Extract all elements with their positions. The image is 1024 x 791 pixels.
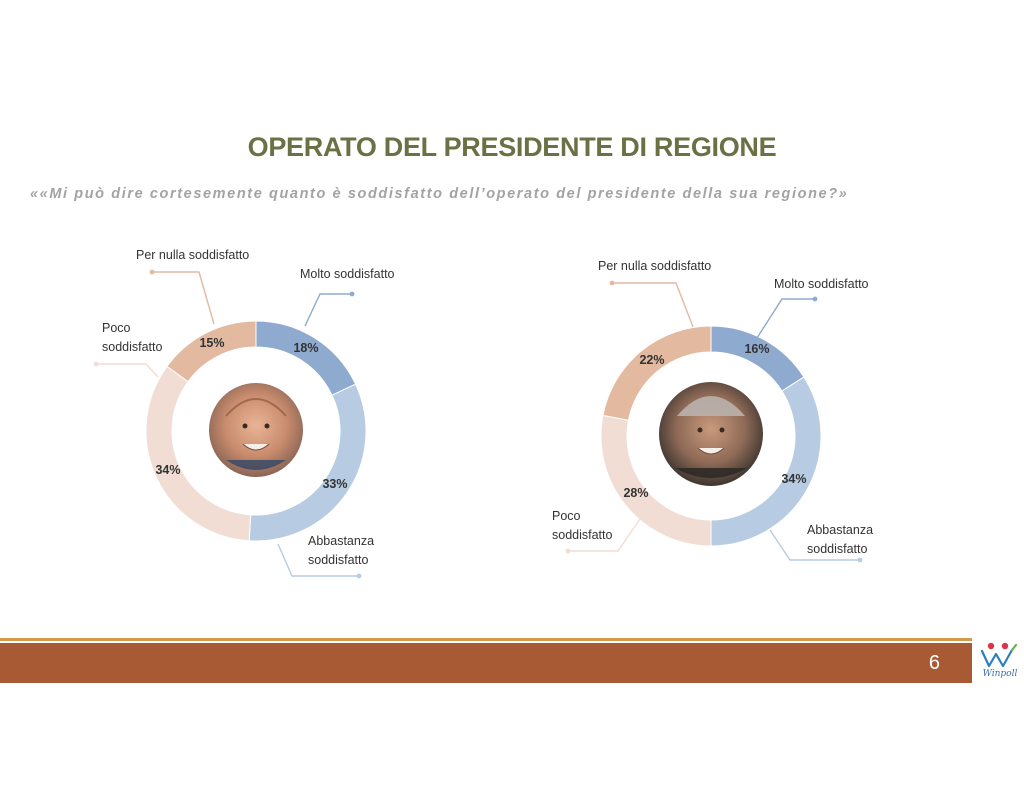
leader-dot-per-nulla [150, 270, 155, 275]
value-label-per-nulla: 15% [199, 336, 225, 350]
leader-line-poco [96, 364, 158, 377]
leader-line-per-nulla [612, 283, 693, 327]
value-label-abbastanza: 33% [322, 477, 348, 491]
footer-line [0, 638, 972, 641]
category-label-poco: Poco [102, 321, 131, 335]
winpoll-logo [972, 636, 1024, 684]
category-label-abbastanza: soddisfatto [807, 542, 868, 556]
slice-molto [256, 321, 356, 395]
donut-chart-2 [552, 259, 873, 562]
president-portrait-2 [659, 382, 763, 486]
value-label-per-nulla: 22% [639, 353, 665, 367]
category-label-abbastanza: Abbastanza [308, 534, 375, 548]
category-label-molto: Molto soddisfatto [300, 267, 395, 281]
leader-dot-abbastanza [858, 558, 863, 563]
footer-bar [0, 643, 972, 683]
slice-molto [711, 326, 804, 391]
survey-question: ««Mi può dire cortesemente quanto è soddisfatto dell’operato del presidente della sua regione?» [30, 186, 849, 202]
leader-line-molto [305, 294, 352, 326]
category-label-abbastanza: Abbastanza [807, 523, 874, 537]
leader-dot-molto [350, 292, 355, 297]
value-label-molto: 18% [293, 341, 319, 355]
value-label-poco: 28% [623, 486, 649, 500]
leader-dot-abbastanza [357, 574, 362, 579]
page-number: 6 [928, 652, 940, 674]
leader-dot-molto [813, 297, 818, 302]
donut-chart-1 [94, 248, 395, 578]
value-label-molto: 16% [744, 342, 770, 356]
president-portrait-1 [209, 383, 303, 477]
category-label-molto: Molto soddisfatto [774, 277, 869, 291]
page-title: OPERATO DEL PRESIDENTE DI REGIONE [247, 132, 777, 162]
category-label-poco: soddisfatto [552, 528, 613, 542]
leader-dot-poco [94, 362, 99, 367]
logo-text: Winpoll [982, 669, 1018, 679]
category-label-per-nulla: Per nulla soddisfatto [136, 248, 250, 262]
category-label-poco: soddisfatto [102, 340, 163, 354]
leader-line-per-nulla [152, 272, 214, 324]
leader-line-molto [757, 299, 815, 338]
value-label-poco: 34% [155, 463, 181, 477]
value-label-abbastanza: 34% [781, 472, 807, 486]
leader-dot-poco [566, 549, 571, 554]
category-label-per-nulla: Per nulla soddisfatto [598, 259, 712, 273]
category-label-abbastanza: soddisfatto [308, 553, 369, 567]
slice-per-nulla [167, 321, 256, 382]
category-label-poco: Poco [552, 509, 581, 523]
leader-dot-per-nulla [610, 281, 615, 286]
